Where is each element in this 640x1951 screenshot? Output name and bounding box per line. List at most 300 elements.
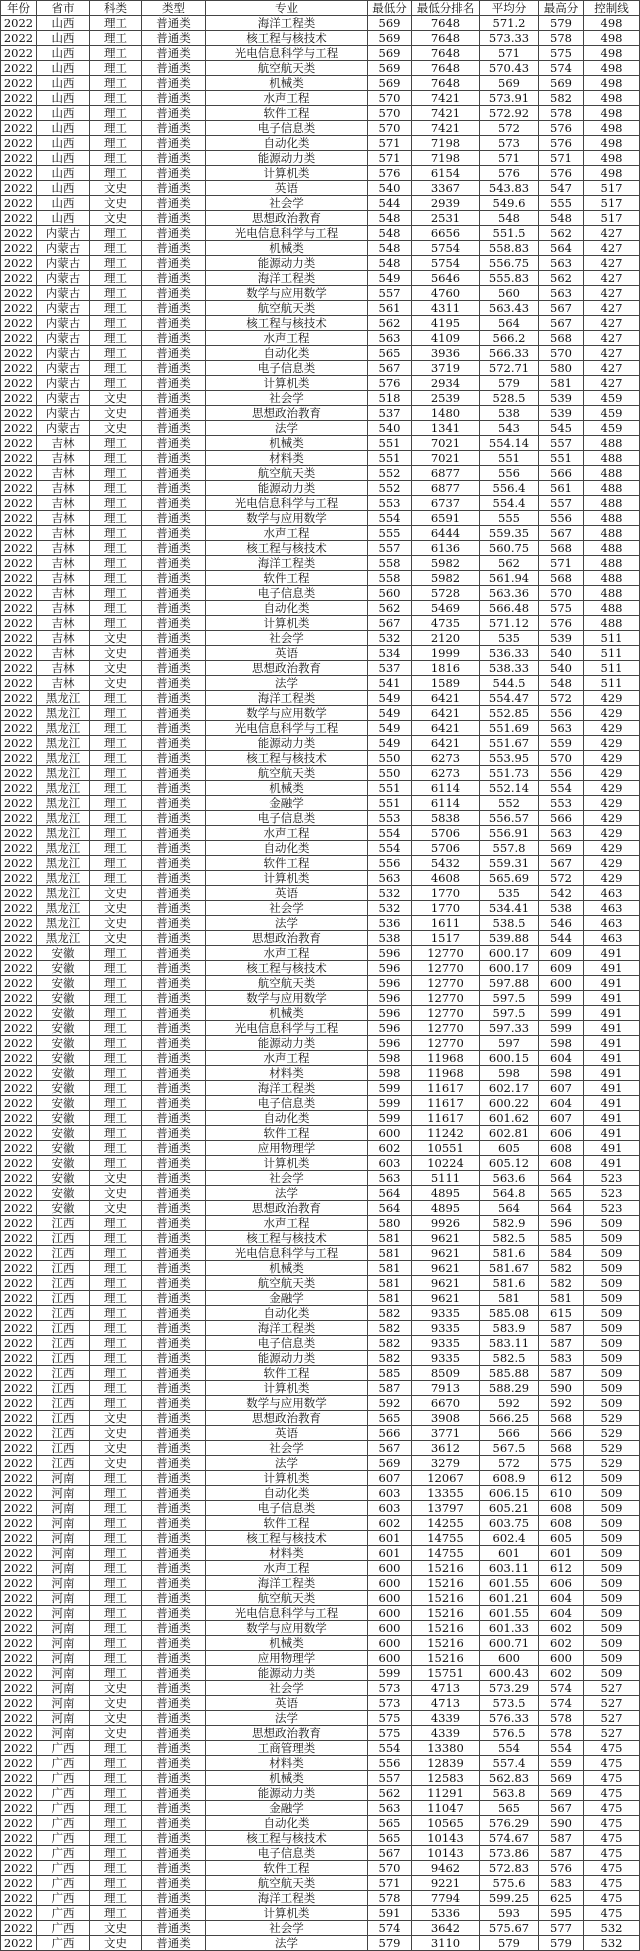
cell-subject: 理工 [90,1756,142,1771]
table-row [1,841,640,856]
cell-year: 2022 [1,721,37,736]
table-row [1,781,640,796]
table-row [1,1831,640,1846]
cell-avg-score: 551.69 [480,721,539,736]
header-min-score: 最低分 [368,1,412,16]
cell-major: 自动化类 [206,1306,368,1321]
cell-year: 2022 [1,1516,37,1531]
cell-major: 软件工程 [206,106,368,121]
cell-major: 数学与应用数学 [206,286,368,301]
cell-year: 2022 [1,556,37,571]
cell-max-score: 599 [539,1006,584,1021]
cell-type: 普通类 [142,1486,206,1501]
cell-major: 核工程与核技术 [206,1231,368,1246]
cell-subject: 理工 [90,1141,142,1156]
table-row [1,46,640,61]
cell-type: 普通类 [142,226,206,241]
cell-max-score: 569 [539,1771,584,1786]
cell-province: 吉林 [37,571,90,586]
cell-major: 光电信息科学与工程 [206,1606,368,1621]
header-max-score: 最高分 [539,1,584,16]
cell-type: 普通类 [142,1081,206,1096]
cell-min-rank: 3771 [412,1426,480,1441]
cell-province: 吉林 [37,676,90,691]
cell-max-score: 563 [539,286,584,301]
cell-avg-score: 563.8 [480,1786,539,1801]
table-row [1,1471,640,1486]
cell-type: 普通类 [142,496,206,511]
cell-max-score: 600 [539,976,584,991]
cell-avg-score: 599.25 [480,1891,539,1906]
header-year: 年份 [1,1,37,16]
cell-control-line: 463 [584,901,640,916]
cell-subject: 理工 [90,706,142,721]
cell-province: 山西 [37,211,90,226]
cell-subject: 理工 [90,796,142,811]
cell-year: 2022 [1,121,37,136]
cell-max-score: 587 [539,1366,584,1381]
cell-avg-score: 600 [480,1651,539,1666]
cell-avg-score: 559.31 [480,856,539,871]
cell-year: 2022 [1,166,37,181]
cell-control-line: 488 [584,586,640,601]
cell-min-score: 532 [368,886,412,901]
cell-avg-score: 601 [480,1546,539,1561]
cell-avg-score: 605 [480,1141,539,1156]
cell-subject: 文史 [90,1171,142,1186]
cell-avg-score: 606.15 [480,1486,539,1501]
cell-avg-score: 574.67 [480,1831,539,1846]
cell-subject: 理工 [90,76,142,91]
cell-avg-score: 543.83 [480,181,539,196]
cell-min-score: 549 [368,271,412,286]
cell-control-line: 427 [584,346,640,361]
cell-type: 普通类 [142,1171,206,1186]
cell-min-rank: 1770 [412,886,480,901]
cell-min-score: 582 [368,1321,412,1336]
cell-min-rank: 4195 [412,316,480,331]
cell-subject: 理工 [90,601,142,616]
cell-type: 普通类 [142,1306,206,1321]
cell-year: 2022 [1,1381,37,1396]
cell-max-score: 590 [539,1816,584,1831]
table-row [1,1921,640,1936]
cell-subject: 理工 [90,1831,142,1846]
cell-type: 普通类 [142,1786,206,1801]
cell-major: 核工程与核技术 [206,541,368,556]
cell-avg-score: 597.88 [480,976,539,991]
cell-subject: 理工 [90,361,142,376]
cell-province: 山西 [37,181,90,196]
cell-year: 2022 [1,631,37,646]
cell-subject: 理工 [90,1741,142,1756]
cell-avg-score: 563.6 [480,1171,539,1186]
cell-year: 2022 [1,1261,37,1276]
cell-min-score: 550 [368,751,412,766]
cell-avg-score: 572 [480,1456,539,1471]
table-row [1,511,640,526]
cell-major: 航空航天类 [206,1591,368,1606]
cell-type: 普通类 [142,1831,206,1846]
cell-type: 普通类 [142,1531,206,1546]
cell-min-score: 558 [368,571,412,586]
cell-subject: 理工 [90,1096,142,1111]
cell-min-score: 554 [368,511,412,526]
header-type: 类型 [142,1,206,16]
cell-province: 广西 [37,1786,90,1801]
cell-year: 2022 [1,1411,37,1426]
cell-province: 江西 [37,1441,90,1456]
cell-subject: 理工 [90,871,142,886]
cell-avg-score: 572 [480,121,539,136]
cell-type: 普通类 [142,1201,206,1216]
table-row [1,1246,640,1261]
cell-min-rank: 13797 [412,1501,480,1516]
cell-min-score: 555 [368,526,412,541]
cell-min-score: 566 [368,1426,412,1441]
cell-max-score: 571 [539,556,584,571]
cell-subject: 理工 [90,1876,142,1891]
cell-province: 吉林 [37,496,90,511]
cell-control-line: 429 [584,811,640,826]
cell-type: 普通类 [142,1231,206,1246]
cell-min-score: 549 [368,706,412,721]
cell-avg-score: 564 [480,1201,539,1216]
cell-avg-score: 572.83 [480,1861,539,1876]
cell-major: 工商管理类 [206,1741,368,1756]
cell-year: 2022 [1,1771,37,1786]
cell-year: 2022 [1,1486,37,1501]
cell-year: 2022 [1,1711,37,1726]
cell-min-score: 596 [368,991,412,1006]
cell-subject: 理工 [90,121,142,136]
cell-min-rank: 6670 [412,1396,480,1411]
cell-province: 河南 [37,1576,90,1591]
cell-province: 黑龙江 [37,886,90,901]
cell-min-rank: 12770 [412,1036,480,1051]
cell-type: 普通类 [142,691,206,706]
cell-min-score: 563 [368,871,412,886]
cell-min-rank: 6114 [412,781,480,796]
cell-control-line: 475 [584,1771,640,1786]
cell-max-score: 562 [539,226,584,241]
cell-max-score: 607 [539,1111,584,1126]
cell-min-rank: 2539 [412,391,480,406]
cell-min-score: 537 [368,661,412,676]
cell-min-rank: 7648 [412,61,480,76]
cell-min-score: 600 [368,1576,412,1591]
cell-min-score: 537 [368,406,412,421]
cell-type: 普通类 [142,46,206,61]
cell-min-rank: 6877 [412,481,480,496]
cell-major: 数学与应用数学 [206,991,368,1006]
cell-avg-score: 556.75 [480,256,539,271]
cell-type: 普通类 [142,1696,206,1711]
cell-control-line: 491 [584,1051,640,1066]
cell-subject: 理工 [90,1021,142,1036]
cell-province: 安徽 [37,946,90,961]
cell-province: 山西 [37,121,90,136]
cell-province: 吉林 [37,436,90,451]
cell-subject: 理工 [90,1501,142,1516]
table-row [1,376,640,391]
cell-control-line: 475 [584,1786,640,1801]
cell-max-score: 604 [539,1051,584,1066]
cell-max-score: 559 [539,736,584,751]
table-row [1,646,640,661]
cell-year: 2022 [1,1861,37,1876]
cell-subject: 理工 [90,1366,142,1381]
cell-year: 2022 [1,376,37,391]
cell-min-score: 579 [368,1936,412,1951]
cell-control-line: 488 [584,496,640,511]
cell-subject: 文史 [90,196,142,211]
table-row [1,1306,640,1321]
cell-min-score: 569 [368,61,412,76]
cell-type: 普通类 [142,826,206,841]
cell-province: 内蒙古 [37,226,90,241]
cell-type: 普通类 [142,346,206,361]
cell-min-score: 548 [368,211,412,226]
cell-min-score: 601 [368,1546,412,1561]
cell-min-rank: 12770 [412,1021,480,1036]
cell-min-rank: 9335 [412,1321,480,1336]
cell-max-score: 551 [539,451,584,466]
cell-avg-score: 600.17 [480,961,539,976]
table-row [1,1006,640,1021]
cell-control-line: 527 [584,1711,640,1726]
cell-province: 黑龙江 [37,766,90,781]
cell-min-score: 560 [368,586,412,601]
cell-avg-score: 601.55 [480,1576,539,1591]
cell-type: 普通类 [142,1216,206,1231]
cell-min-rank: 5982 [412,556,480,571]
cell-major: 海洋工程类 [206,271,368,286]
cell-min-rank: 6444 [412,526,480,541]
cell-control-line: 517 [584,211,640,226]
cell-control-line: 509 [584,1636,640,1651]
table-row [1,631,640,646]
table-row [1,1741,640,1756]
cell-province: 内蒙古 [37,316,90,331]
cell-min-rank: 15216 [412,1591,480,1606]
cell-subject: 理工 [90,286,142,301]
cell-min-rank: 12770 [412,1006,480,1021]
cell-control-line: 488 [584,601,640,616]
cell-type: 普通类 [142,856,206,871]
cell-year: 2022 [1,211,37,226]
cell-min-rank: 9621 [412,1276,480,1291]
cell-avg-score: 552.14 [480,781,539,796]
cell-type: 普通类 [142,91,206,106]
cell-type: 普通类 [142,1936,206,1951]
cell-max-score: 567 [539,526,584,541]
cell-control-line: 509 [584,1306,640,1321]
cell-control-line: 427 [584,286,640,301]
cell-subject: 理工 [90,1621,142,1636]
cell-min-score: 562 [368,316,412,331]
cell-avg-score: 603.11 [480,1561,539,1576]
table-row [1,916,640,931]
cell-control-line: 488 [584,481,640,496]
cell-province: 广西 [37,1801,90,1816]
cell-min-score: 571 [368,151,412,166]
cell-subject: 理工 [90,586,142,601]
cell-min-score: 575 [368,1711,412,1726]
cell-control-line: 429 [584,721,640,736]
cell-type: 普通类 [142,181,206,196]
cell-year: 2022 [1,61,37,76]
cell-control-line: 491 [584,1156,640,1171]
cell-min-score: 552 [368,481,412,496]
table-row [1,1756,640,1771]
cell-year: 2022 [1,706,37,721]
cell-major: 水声工程 [206,826,368,841]
cell-year: 2022 [1,1756,37,1771]
table-row [1,1156,640,1171]
cell-min-rank: 9926 [412,1216,480,1231]
cell-avg-score: 602.4 [480,1531,539,1546]
cell-control-line: 509 [584,1576,640,1591]
cell-type: 普通类 [142,1111,206,1126]
cell-avg-score: 585.88 [480,1366,539,1381]
cell-control-line: 488 [584,541,640,556]
cell-avg-score: 558.83 [480,241,539,256]
cell-control-line: 509 [584,1246,640,1261]
cell-province: 安徽 [37,1201,90,1216]
header-major: 专业 [206,1,368,16]
cell-major: 电子信息类 [206,1846,368,1861]
cell-min-rank: 14255 [412,1516,480,1531]
cell-control-line: 459 [584,391,640,406]
cell-subject: 理工 [90,811,142,826]
cell-max-score: 556 [539,706,584,721]
cell-province: 黑龙江 [37,916,90,931]
table-row [1,481,640,496]
cell-year: 2022 [1,1156,37,1171]
cell-min-score: 596 [368,961,412,976]
cell-control-line: 509 [584,1546,640,1561]
cell-major: 金融学 [206,1801,368,1816]
cell-year: 2022 [1,196,37,211]
cell-subject: 理工 [90,1261,142,1276]
cell-major: 软件工程 [206,856,368,871]
cell-subject: 理工 [90,946,142,961]
cell-major: 机械类 [206,436,368,451]
cell-major: 机械类 [206,781,368,796]
cell-province: 吉林 [37,601,90,616]
cell-control-line: 509 [584,1216,640,1231]
cell-subject: 理工 [90,1636,142,1651]
cell-max-score: 612 [539,1471,584,1486]
cell-subject: 理工 [90,16,142,31]
cell-max-score: 581 [539,376,584,391]
cell-min-score: 569 [368,46,412,61]
cell-province: 广西 [37,1831,90,1846]
cell-min-score: 549 [368,721,412,736]
cell-min-score: 570 [368,91,412,106]
cell-min-score: 599 [368,1081,412,1096]
cell-major: 英语 [206,1426,368,1441]
cell-province: 河南 [37,1681,90,1696]
cell-year: 2022 [1,1441,37,1456]
cell-type: 普通类 [142,1621,206,1636]
cell-province: 黑龙江 [37,811,90,826]
cell-min-rank: 15216 [412,1576,480,1591]
cell-min-rank: 3936 [412,346,480,361]
cell-type: 普通类 [142,1186,206,1201]
cell-max-score: 569 [539,76,584,91]
cell-min-rank: 5728 [412,586,480,601]
cell-avg-score: 583.11 [480,1336,539,1351]
cell-min-rank: 15751 [412,1666,480,1681]
cell-min-rank: 6421 [412,721,480,736]
cell-major: 社会学 [206,1441,368,1456]
cell-min-score: 569 [368,76,412,91]
cell-year: 2022 [1,241,37,256]
cell-subject: 理工 [90,1231,142,1246]
cell-subject: 理工 [90,1861,142,1876]
cell-major: 水声工程 [206,946,368,961]
cell-max-score: 568 [539,331,584,346]
cell-subject: 文史 [90,1921,142,1936]
cell-min-score: 565 [368,1816,412,1831]
cell-min-rank: 1589 [412,676,480,691]
cell-type: 普通类 [142,31,206,46]
cell-type: 普通类 [142,1501,206,1516]
cell-min-rank: 12770 [412,946,480,961]
table-row [1,1021,640,1036]
cell-min-rank: 14755 [412,1531,480,1546]
cell-province: 内蒙古 [37,406,90,421]
cell-control-line: 509 [584,1651,640,1666]
cell-type: 普通类 [142,1246,206,1261]
cell-major: 法学 [206,1186,368,1201]
cell-avg-score: 576.33 [480,1711,539,1726]
cell-major: 思想政治教育 [206,1201,368,1216]
cell-min-rank: 1999 [412,646,480,661]
cell-avg-score: 566.33 [480,346,539,361]
cell-min-score: 607 [368,1471,412,1486]
cell-province: 安徽 [37,1066,90,1081]
cell-min-score: 554 [368,826,412,841]
cell-max-score: 563 [539,256,584,271]
cell-control-line: 429 [584,826,640,841]
cell-avg-score: 571.2 [480,16,539,31]
cell-max-score: 563 [539,826,584,841]
cell-control-line: 498 [584,76,640,91]
cell-major: 核工程与核技术 [206,1831,368,1846]
table-row [1,1141,640,1156]
cell-subject: 文史 [90,1426,142,1441]
cell-type: 普通类 [142,196,206,211]
cell-avg-score: 571 [480,46,539,61]
cell-control-line: 509 [584,1621,640,1636]
cell-min-rank: 7648 [412,46,480,61]
cell-control-line: 488 [584,466,640,481]
cell-min-rank: 15216 [412,1561,480,1576]
table-row [1,211,640,226]
cell-year: 2022 [1,406,37,421]
table-row [1,1411,640,1426]
cell-avg-score: 579 [480,1936,539,1951]
table-row [1,241,640,256]
cell-province: 江西 [37,1321,90,1336]
table-row [1,616,640,631]
cell-province: 广西 [37,1876,90,1891]
cell-province: 河南 [37,1606,90,1621]
table-row [1,901,640,916]
